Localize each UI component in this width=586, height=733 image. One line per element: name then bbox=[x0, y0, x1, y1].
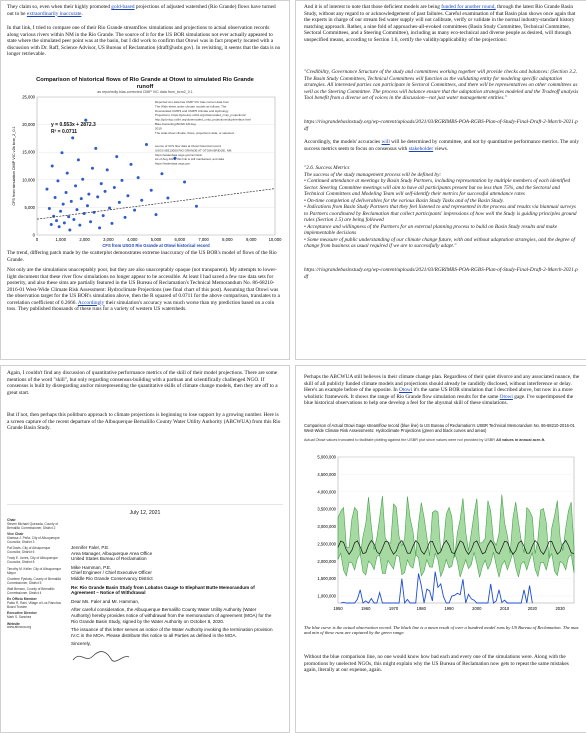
data-point bbox=[108, 206, 111, 209]
signature-image bbox=[71, 650, 131, 664]
citation-url: https://riograndebasinstudy.org/wp-content/uploads/2021/03/RGRIMBS-POA-RGBS-Plan-of-Study-Final-Draft-2-March-2021.pdf bbox=[304, 267, 578, 280]
annotation-text: Projections, https://gdo-dcp.ucllnl.org/downscaled_cmip_projections/ bbox=[155, 113, 246, 118]
document-page-1 bbox=[0, 0, 290, 360]
y-tick-label: 0 bbox=[32, 232, 35, 238]
annotation-text: https://waterdata.usgs.gov/nm/nwis bbox=[155, 152, 202, 157]
scatter-chart bbox=[7, 77, 283, 249]
data-point bbox=[94, 147, 97, 150]
line-chart bbox=[304, 453, 580, 623]
data-point bbox=[72, 218, 75, 221]
y-tick-label: 20,000 bbox=[22, 122, 35, 128]
data-point bbox=[102, 214, 105, 217]
letter-date: July 12, 2021 bbox=[129, 510, 161, 516]
data-point bbox=[68, 229, 71, 232]
annotation-text: As of Aug 2021, this link is still maintained, and data bbox=[155, 157, 225, 162]
y-axis-label: CFS from simulation CMIP VIC v2b bcm_2_0.1 bbox=[12, 126, 16, 206]
data-point bbox=[140, 199, 143, 202]
data-point bbox=[60, 151, 63, 154]
letter-closing: Sincerely, bbox=[71, 641, 91, 647]
link-otowi-gage[interactable]: Otowi bbox=[499, 393, 513, 400]
data-point bbox=[80, 197, 83, 200]
letter-body bbox=[71, 545, 275, 666]
board-member: Ex Officio Member Pablo R. Rael, Village of Los Ranchos Board Trustee bbox=[7, 597, 61, 610]
annotation-text: Downscaled CMIP3 and CMIP5 Climate and Hydrology bbox=[155, 108, 229, 113]
data-point bbox=[113, 186, 116, 189]
paragraph: In that link, I tried to compare one of their Rio Grande streamflow simulations and projections to actual observation records along various rivers within NM in the Rio Grande. The source of it for the US BOR simulations not ever actually appeared to state where the simulated peer point was at the basin, but I did work to confirm that Otowi was in fact properly located with a discussion with Dr. Raff, Science Advisor, US Bureau of Reclamation (draff@usbr.gov). In revisiting, it seems that the data is no longer retrievable. bbox=[7, 25, 281, 57]
x-tick-label: 6,000 bbox=[174, 237, 186, 242]
data-point bbox=[56, 179, 59, 182]
y-tick-label: 3,000,000 bbox=[317, 524, 336, 530]
data-point bbox=[160, 172, 163, 175]
scatter-plot-svg bbox=[7, 77, 283, 249]
data-point bbox=[50, 223, 53, 226]
link-gold-based[interactable]: gold-based bbox=[111, 4, 135, 10]
x-tick-label: 8,000 bbox=[222, 237, 233, 242]
x-tick-label: 10,000 bbox=[268, 237, 282, 242]
annotation-text: The wide-sheet climate, flows, projections data, or selected... bbox=[155, 130, 237, 135]
y-tick-label: 10,000 bbox=[22, 177, 35, 183]
x-tick-label: 9,000 bbox=[245, 237, 257, 242]
data-point bbox=[67, 215, 70, 218]
data-point bbox=[91, 167, 94, 170]
data-point bbox=[155, 213, 158, 216]
addressee-2: Mike Hamman, P.E. Chief Engineer / Chief Executive Officer Middle Rio Grande Conservancy District bbox=[71, 564, 153, 581]
link-will[interactable]: will bbox=[381, 139, 390, 145]
data-point bbox=[120, 179, 123, 182]
paragraph: Not only are the simulations unacceptably poor, but they are also unacceptably opaque (not transparent). My attempts to lower-light document that these river flow simulations no longer appear to be accessible. At least I had saved a few raw data sets for posterity, and also these sims are partially featured in the US Bureau of Reclamation's Technical Memorandum No. 86-68210-2016-01 West-Wide Climate Risk Assessment: Hydroclimate Projections (see final chart of this post). Assuming that Otowi was the observation target for the US BOR's simulation above, then the R squared of 0.0711 for the above comparison, translates to a correlation coefficient of 0.2666. Accordingly their simulation's accuracy was much worse than my prediction based on a coin toss. They published thousands of these runs for a variety of western US watersheds. bbox=[7, 267, 280, 312]
y-tick-label: 3,500,000 bbox=[317, 506, 336, 512]
data-point bbox=[110, 222, 113, 225]
paragraph: Perhaps the ABCWUA still believes in their climate change plan. Regardless of their quiet divorce and any associated nuance, the skill of all publicly funded climate models and projections should already be candidly disclosed, without interference or delay. Here's an example before of the opposite. In Otowi it's the same US BOR simulation that I described above, but now in a more wholistic framework. It shows the range of Rio Grande flow simulation results for the same Otowi gage. I've superimposed the blue historical observations to help one develop a feel for the abysmal skill of these simulations. bbox=[304, 374, 580, 406]
x-tick-label: 1980 bbox=[416, 606, 426, 611]
paragraph: Again, I couldn't find any discussion of quantitative performance metrics of the skill of their model projections. There are some mentions of the word "skill", but only regarding consensus-building with a partisan and scientifically challenged NGO. If consensus is built by disregarding and/or misrepresenting the quantitative skills of climate change models, then they are off to a great start. bbox=[7, 370, 278, 396]
y-tick-label: 1,000,000 bbox=[317, 593, 336, 599]
board-member: Charlene Pyskoty, County of Bernalillo Commissioner, District 5 bbox=[7, 576, 62, 585]
data-point bbox=[59, 210, 62, 213]
letter-subject: Re: Rio Grande Basin Study from Lobatos Gauge to Elephant Butte Memorandum of Agreement – Notice of Withdrawal bbox=[71, 584, 255, 596]
annotation-text: 2019 bbox=[155, 126, 162, 131]
data-point bbox=[87, 193, 90, 196]
data-point bbox=[133, 209, 136, 212]
x-tick-label: 0 bbox=[35, 237, 39, 242]
board-member: Walt Benson, County of Bernalillo Commissioner, District 4 bbox=[7, 587, 55, 595]
link-stakeholder[interactable]: stakeholder bbox=[408, 145, 434, 152]
chart-note: Actual Otowi values truncated to facilitate plotting against the USBR plot since values were not provided by USBR All values in annual acre-ft. bbox=[304, 438, 546, 442]
data-point bbox=[124, 216, 127, 219]
link-inaccurate[interactable]: extraordinarily inaccurate bbox=[26, 10, 82, 17]
y-tick-label: 4,000,000 bbox=[317, 489, 336, 495]
paragraph: The trend, differing patch made by the scatterplot demonstrates extreme inaccuracy of the US BOR's model of flows of the Rio Grande. bbox=[7, 250, 277, 263]
data-point bbox=[104, 190, 107, 193]
data-point bbox=[55, 219, 58, 222]
data-point bbox=[78, 224, 81, 227]
x-tick-label: 2020 bbox=[527, 606, 538, 611]
data-point bbox=[48, 207, 51, 210]
x-tick-label: 1960 bbox=[361, 606, 371, 611]
x-tick-label: 2000 bbox=[472, 606, 482, 611]
y-tick-label: 2,500,000 bbox=[317, 541, 336, 547]
trendline-equation: y = 0.553x + 2872.3 R² = 0.0711 bbox=[51, 122, 96, 135]
x-tick-label: 5,000 bbox=[150, 237, 162, 242]
y-tick-label: 25,000 bbox=[22, 94, 35, 100]
data-point bbox=[126, 194, 129, 197]
data-point bbox=[66, 172, 69, 175]
data-point bbox=[98, 226, 101, 229]
board-member: Vice Chair Klarissa J. Peña, City of Albuquerque Councilor, District 3 bbox=[7, 532, 60, 544]
y-tick-label: 1,500,000 bbox=[317, 576, 336, 582]
data-point bbox=[58, 225, 61, 228]
x-tick-label: 1990 bbox=[444, 606, 454, 611]
data-point bbox=[63, 221, 66, 224]
letter-board-sidebar bbox=[7, 519, 63, 633]
annotation-text: http://gdo-dcp.ucllnl.org/downscaled_cmip_projections/dcpInterface.html bbox=[155, 117, 251, 122]
x-tick-label: 1,000 bbox=[55, 237, 67, 242]
addressee-1: Jennifer Faler, P.E. Area Manager, Albuquerque Area Office United States Bureau of Reclamation bbox=[71, 545, 153, 562]
board-member: Trudy E. Jones, City of Albuquerque Councilor, District 8 bbox=[7, 556, 58, 565]
document-page-4 bbox=[295, 365, 586, 733]
board-member: Executive Director Mark S. Sanchez bbox=[7, 611, 37, 620]
data-point bbox=[93, 211, 96, 214]
data-point bbox=[106, 168, 109, 171]
board-member: Chair Steven Michael Quezada, County of Bernalillo Commissioner, District 2 bbox=[7, 518, 59, 530]
x-tick-label: 3,000 bbox=[103, 237, 114, 242]
quote-success-metrics: "2.6. Success Metrics The success of the study management process will be defined by: • Continued attendance at meetings by Basin Study Partners, including representation by multiple members of each identified Sector. Steering Committee meetings will aim to have all participants present but no less than 75%, and the Sectoral and Technical Committees and Modeling Team will self-identify their metrics for successful attendance rates • On-time completion of deliverables for the various Basin Study Tasks and of the Basin Study. • Indications from Basin Study Partners that they feel listened to and represented in the process and results via biannual surveys to Partners coordinated by Reclamation that collect participants' impressions of how well the Study is guiding principles ground rules (Section 1.5) are being followed • Acceptance and willingness of the Partners for an external planning process to build on Basin Study results and make implementable decisions • Some measure of public understanding of our climate change future, with and without adaptation strategies, and the degree of change from business as usual required if we are to successfully adapt." bbox=[304, 165, 577, 249]
data-point bbox=[89, 220, 92, 223]
annotation-text: source of CFS flow data at Otowi historical record bbox=[155, 144, 221, 148]
paragraph: Without the blue comparison line, no one would know how bad each and every one of the simulations were. Along with the promotions by unelected NGOs, this might explain why the US Bureau of Reclamation now gets to repeat the same mistakes again, literally at our expense, again. bbox=[304, 654, 569, 673]
line-chart-svg bbox=[304, 453, 580, 623]
chart-title: Comparison of historical flows of Rio Grande at Otowi to simulated Rio Grande runoff bbox=[36, 77, 254, 90]
data-point bbox=[145, 143, 148, 146]
data-point bbox=[100, 182, 103, 185]
x-tick-label: 2010 bbox=[499, 606, 510, 611]
x-tick-label: 1950 bbox=[333, 606, 343, 611]
chart-title: Comparison of Actual Otowi Gage streamflow record (blue line) to US Bureau of Reclamation's USBR Technical Memorandum No. 86-68210-2016-01 West-Wide Climate Risk Assessments: Hydroclimate Projections (green and black curves and areas) bbox=[304, 423, 575, 433]
data-point bbox=[74, 184, 77, 187]
annotation-text: USGS 08313000 RIO GRANDE AT OTOWI BRIDGE, NM bbox=[155, 148, 232, 153]
annotation-text: https://waterdata.usgs.gov bbox=[155, 161, 191, 166]
data-point bbox=[118, 201, 121, 204]
link-funded-another-round[interactable]: funded for another round, bbox=[441, 4, 496, 10]
y-tick-label: 4,500,000 bbox=[317, 471, 336, 477]
annotation-text: The Wide-sheet under climate models as follows. The bbox=[155, 104, 227, 109]
data-point bbox=[54, 196, 57, 199]
document-page-2 bbox=[295, 0, 586, 360]
data-point bbox=[70, 200, 73, 203]
annotation-text: Reported sim data has CMIP VIC bias correct data from bbox=[155, 100, 230, 104]
link-otowi[interactable]: Otowi bbox=[398, 387, 413, 393]
quote-credibility: "Credibility, Governance Structure of the study and committees working together will provide checks and balances: (Section 3.2. The Basin Study Committees, Technical Committees will function as the validating entity for modeling specific adaptation strategies. All interested parties can participate in Sectoral Committees, and there will be representatives on other committees as well as the Steering Committee. The process will balance ensure that the adaptation strategies modeled and the Tradeoff analysis Tool benefit from a diverse set of voices in the discussion—not just water management entities." bbox=[304, 69, 579, 101]
data-point bbox=[86, 204, 89, 207]
data-point bbox=[137, 176, 140, 179]
link-accordingly[interactable]: Accordingly bbox=[77, 299, 105, 306]
x-tick-label: 2,000 bbox=[79, 237, 90, 242]
y-tick-label: 5,000 bbox=[24, 204, 35, 210]
data-point bbox=[62, 203, 65, 206]
data-point bbox=[81, 178, 84, 181]
x-tick-label: 4,000 bbox=[126, 237, 138, 242]
letter-salutation: Dear Ms. Faler and Mr. Hamman, bbox=[71, 598, 140, 604]
x-axis-label: CFS from USGS Rio Grande at Otowi historical record bbox=[102, 243, 210, 248]
letter-paragraph: After careful consideration, the Albuquerque Bernalillo County Water Utility Authority (Water Authority) hereby provides notice of withdrawal from the memorandum of agreement (MOA) for the Rio Grande Basin Study, signed by the Water Authority on October 8, 2020. bbox=[71, 607, 272, 624]
data-point bbox=[130, 163, 133, 166]
data-point bbox=[75, 208, 78, 211]
data-point bbox=[45, 188, 48, 191]
chart-subtitle: as reportedly bias-corrected CMIP VIC data from_bcm2_0.1 bbox=[97, 90, 193, 94]
board-member: Timothy M. Keller, City of Albuquerque Mayor bbox=[7, 566, 62, 575]
board-member: Pat Davis, City of Albuquerque Councilor, District 6 bbox=[7, 546, 51, 555]
data-point bbox=[166, 197, 169, 200]
paragraph: And it is of interest to note that those deficient models are being funded for another round, through the latest Rio Grande Basin Study, without any regard to or acknowledgement of past failures. Careful examination of that Basin plan shows once again that the experts in charge of our stream fed water supply will not calibrate, verify or validate in the normal industry-standard history matching approach. Rather, a nine fold of approaches-all-evoked committees (Basin Study Committee, Technical Committee, Sectoral Committees, and a Steering Committee), including as many eco-technical and diverse people as desired, will through unspecified means, according to Section 1.6, certify the validity/applicability of the projections: bbox=[304, 4, 576, 43]
data-point bbox=[115, 155, 118, 158]
data-point bbox=[195, 205, 198, 208]
document-page-3 bbox=[0, 365, 290, 733]
x-tick-label: 2030 bbox=[555, 606, 565, 611]
data-point bbox=[65, 191, 68, 194]
x-tick-label: 1970 bbox=[388, 606, 399, 611]
data-point bbox=[71, 136, 74, 139]
data-point bbox=[183, 181, 186, 184]
data-point bbox=[77, 158, 80, 161]
paragraph: Accordingly, the models' accuracies will will be determined by committee, and not by quantitative performance metrics. The only success metrics seem to focus on consensus with stakeholder views. bbox=[304, 139, 580, 152]
paragraph: But if not, then perhaps this politburo approach to climate projections is beginning to lose support by a growing number. Here is a screen capture of the recent departure of the Albuquerque Bernalillo County Water Utility Authority (ABCWUA) from this Rio Grande Basin Study. bbox=[7, 412, 281, 431]
letter-paragraph: The issuance of this letter serves as notice of the Water Authority invoking the termination provision IV.C in the MOA. Please distribute this notice to all Parties as defined in the MOA. bbox=[71, 627, 273, 638]
y-tick-label: 2,000,000 bbox=[317, 558, 336, 564]
data-point bbox=[150, 189, 153, 192]
data-point bbox=[51, 165, 54, 168]
citation-url: https://riograndebasinstudy.org/wp-content/uploads/2021/03/RGRIMBS-POA-RGBS-Plan-of-Study-Final-Draft-2-March-2021.pdf bbox=[304, 119, 578, 132]
data-point bbox=[96, 195, 99, 198]
paragraph: They claim so, even when their highly promoted gold-based projections of adjusted watershed (Rio Grande) flows have turned out to be extraordinarily inaccurate. bbox=[7, 4, 276, 17]
board-member: Website www.abcwua.org bbox=[7, 621, 32, 630]
chart-caption: The blue curve is the actual observation record. The black line is a mean result of over a hundred model runs by US Bureau of Reclamation. The max and min of these runs are captured by the green range. bbox=[304, 624, 579, 635]
withdrawal-letter-image bbox=[7, 504, 283, 731]
y-tick-label: 15,000 bbox=[22, 149, 35, 155]
annotation-text: Bias-Correcting BCSD 1/8 deg bbox=[155, 122, 196, 126]
x-tick-label: 7,000 bbox=[198, 237, 209, 242]
y-tick-label: 5,000,000 bbox=[317, 454, 336, 460]
